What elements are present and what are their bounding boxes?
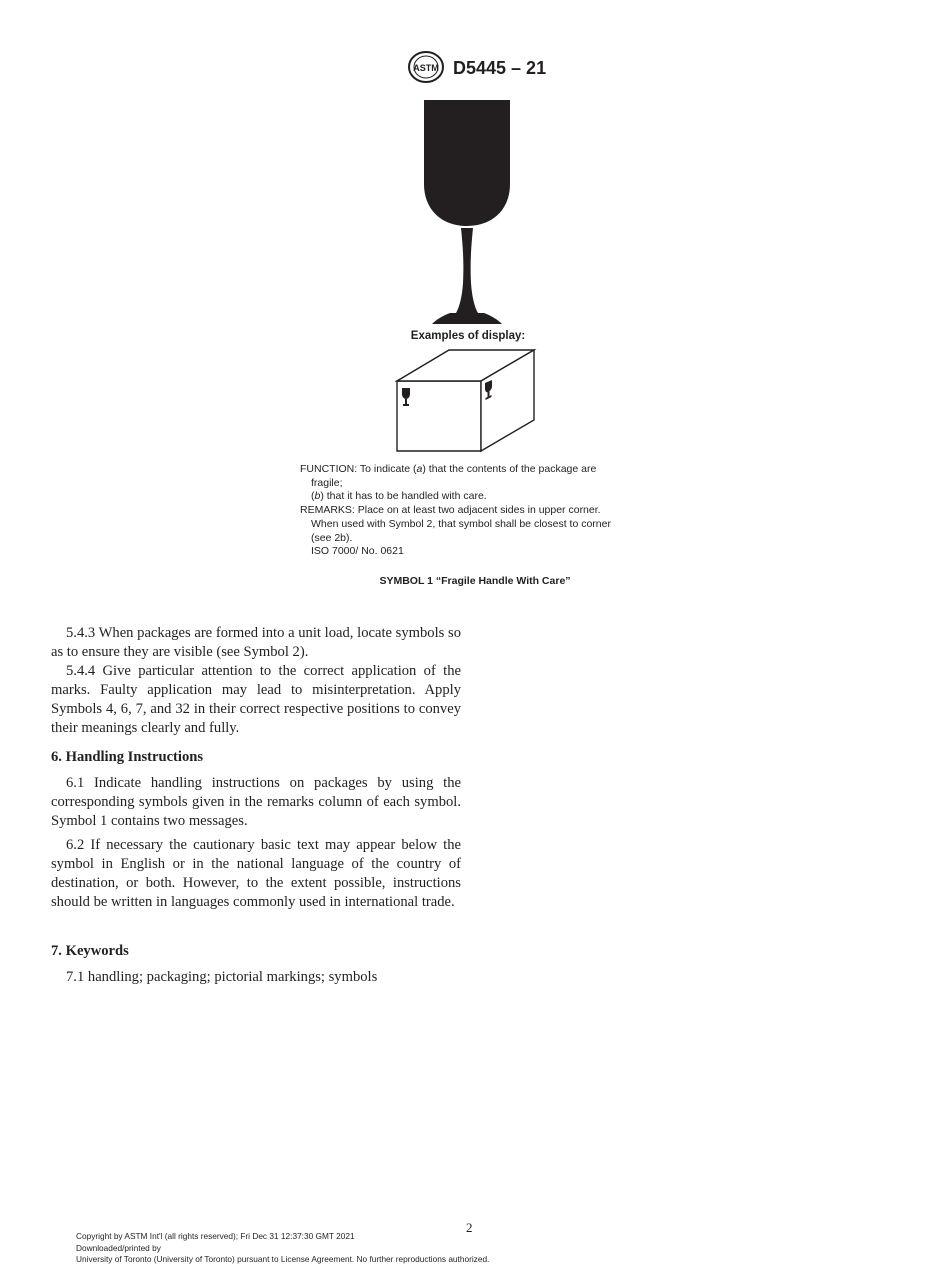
page-header bbox=[405, 50, 565, 86]
paragraph-5-4-3-block bbox=[51, 624, 461, 738]
paragraph-6-2-block bbox=[51, 836, 461, 912]
fragile-glass-icon bbox=[420, 98, 516, 326]
examples-of-display-label: Examples of display: bbox=[410, 330, 526, 342]
paragraph-6-1: 6.1 Indicate handling instructions on packages by using the corresponding symbols given in the remarks column of each symbol. Symbol 1 contains two messages. bbox=[51, 775, 461, 829]
symbol-title: SYMBOL 1 “Fragile Handle With Care” bbox=[379, 575, 571, 587]
section-7-heading: 7. Keywords bbox=[51, 943, 129, 959]
copyright-footer bbox=[76, 1231, 489, 1266]
symbol-caption bbox=[300, 463, 660, 559]
caption-function-line: (b) that it has to be handled with care. bbox=[311, 490, 487, 503]
caption-iso-reference: ISO 7000/ No. 0621 bbox=[311, 545, 404, 558]
paragraph-5-4-4: 5.4.4 Give particular attention to the correct application of the marks. Faulty application may lead to misinterpretation. Apply Symbols 4, 6, 7, and 32 in their correct respective positions to convey their meanings clearly and fully. bbox=[51, 663, 461, 736]
paragraph-6-2: 6.2 If necessary the cautionary basic text may appear below the symbol in English or in the national language of the country of destination, or both. However, to the extent possible, instructions should be written in languages commonly used in international trade. bbox=[51, 837, 461, 910]
paragraph-6-1-block bbox=[51, 774, 461, 831]
package-box-illustration bbox=[393, 347, 539, 454]
footer-line: Downloaded/printed by bbox=[76, 1242, 161, 1253]
caption-function-line: FUNCTION: To indicate (a) that the contents of the package are bbox=[300, 463, 597, 475]
footer-line: University of Toronto (University of Toronto) pursuant to License Agreement. No further reproductions authorized. bbox=[76, 1254, 490, 1264]
caption-remarks-line: REMARKS: Place on at least two adjacent sides in upper corner. bbox=[300, 504, 601, 517]
paragraph-5-4-3: 5.4.3 When packages are formed into a unit load, locate symbols so as to ensure they are visible (see Symbol 2). bbox=[51, 625, 461, 660]
caption-function-line: fragile; bbox=[311, 476, 343, 489]
svg-text:ASTM: ASTM bbox=[413, 63, 439, 73]
paragraph-7-1-block bbox=[51, 968, 461, 987]
caption-remarks-line: (see 2b). bbox=[311, 531, 353, 544]
document-designation: D5445 – 21 bbox=[453, 58, 547, 78]
paragraph-7-1: 7.1 handling; packaging; pictorial markings; symbols bbox=[66, 969, 378, 985]
page-number: 2 bbox=[466, 1220, 473, 1235]
caption-remarks-line: When used with Symbol 2, that symbol shall be closest to corner bbox=[311, 517, 611, 530]
section-6-heading: 6. Handling Instructions bbox=[51, 749, 204, 765]
astm-logo-icon bbox=[405, 50, 447, 84]
footer-line: Copyright by ASTM Int'l (all rights reserved); Fri Dec 31 12:37:30 GMT 2021 bbox=[76, 1231, 355, 1241]
